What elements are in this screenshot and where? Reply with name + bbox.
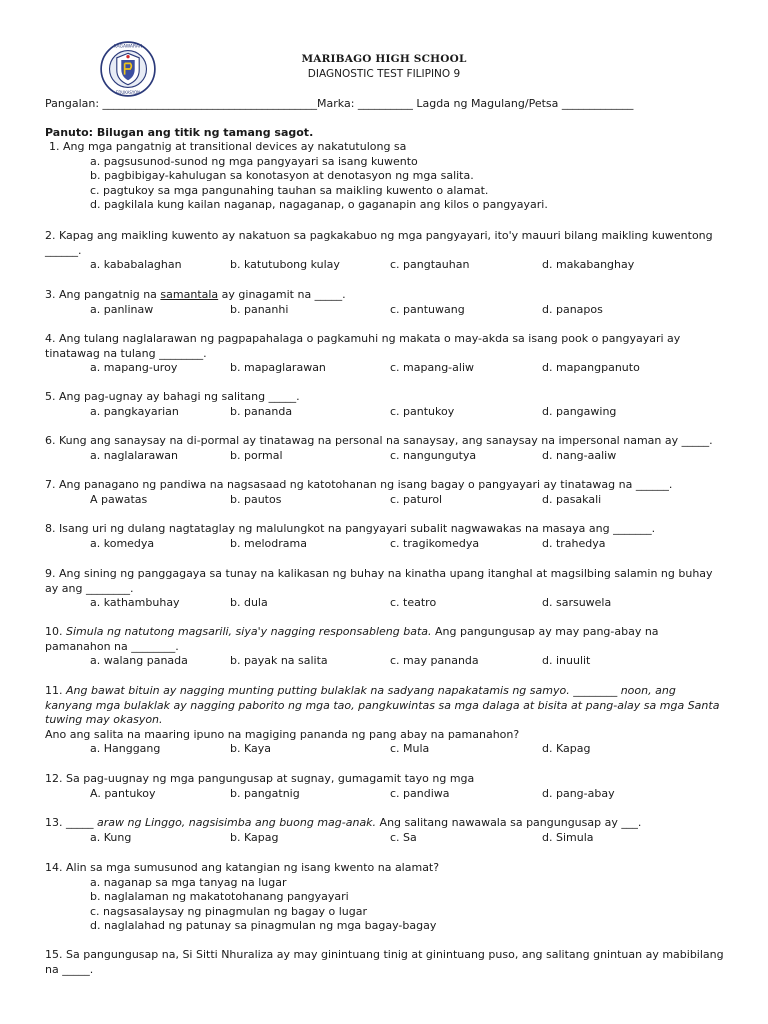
option-c[interactable]: c. pantukoy	[390, 404, 455, 418]
question-13	[45, 816, 725, 845]
option-d[interactable]: d. makabanghay	[542, 258, 635, 271]
option-c[interactable]: c. paturol	[390, 492, 443, 506]
option-b[interactable]: b. dula	[230, 596, 268, 609]
option-a[interactable]: a. mapang-uroy	[90, 361, 178, 374]
question-stem: 3. Ang pangatnig na samantala ay ginagamit na _____.	[45, 288, 346, 301]
question-12	[45, 772, 725, 801]
option-c[interactable]: c. may pananda	[390, 654, 479, 667]
question-6	[45, 434, 725, 463]
question-stem: 14. Alin sa mga sumusunod ang katangian ng isang kwento na alamat?	[45, 861, 440, 874]
option-d[interactable]: d. pang-abay	[542, 786, 615, 800]
option-b[interactable]: b. pagbibigay-kahulugan sa konotasyon at denotasyon ng mga salita.	[90, 169, 474, 182]
question-14	[45, 861, 725, 934]
question-11	[45, 684, 725, 757]
option-b[interactable]: b. Kapag	[230, 830, 279, 844]
question-stem: 4. Ang tulang naglalarawan ng pagpapahalaga o pagkamuhi ng makata o may-akda sa isang pook o pangyayari ay tinatawag na tulang ________.	[45, 332, 681, 360]
option-b[interactable]: b. mapaglarawan	[230, 361, 326, 374]
option-c[interactable]: c. pangtauhan	[390, 258, 470, 271]
option-b[interactable]: b. pangatnig	[230, 786, 300, 800]
question-stem: 2. Kapag ang maikling kuwento ay nakatuon sa pagkakabuo ng mga pangyayari, ito'y mauuri bilang maikling kuwentong ______.	[45, 229, 713, 257]
option-b[interactable]: b. Kaya	[230, 742, 271, 755]
option-c[interactable]: c. nagsasalaysay ng pinagmulan ng bagay o lugar	[90, 904, 368, 918]
option-d[interactable]: d. mapangpanuto	[542, 361, 640, 374]
option-c[interactable]: c. pandiwa	[390, 786, 450, 800]
question-stem: 10. Simula ng natutong magsarili, siya'y nagging responsableng bata. Ang pangungusap ay may pang-abay na pamanahon na ________.	[45, 625, 659, 653]
question-stem: 6. Kung ang sanaysay na di-pormal ay tinatawag na personal na sanaysay, ang sanaysay na impersonal naman ay _____.	[45, 434, 713, 447]
option-c[interactable]: c. Mula	[390, 742, 430, 755]
option-b[interactable]: b. pautos	[230, 492, 282, 506]
option-a[interactable]: a. Hanggang	[90, 742, 161, 755]
underlined-word: samantala	[160, 288, 219, 301]
option-b[interactable]: b. naglalaman ng makatotohanang pangyayari	[90, 890, 349, 903]
option-a[interactable]: a. walang panada	[90, 654, 188, 667]
option-b[interactable]: b. pananhi	[230, 302, 289, 316]
question-stem: 11. Ang bawat bituin ay nagging munting putting bulaklak na sadyang napakatamis ng samyo. ________ noon, ang kanyang mga bulaklak ay nagging paborito ng mga tao, pangkuwintas sa mga dalaga at bisita at pang-alay sa mga Santa tuwing may okasyon.	[45, 684, 720, 726]
test-title: DIAGNOSTIC TEST FILIPINO 9	[307, 68, 461, 80]
question-9	[45, 567, 725, 611]
question-stem: 8. Isang uri ng dulang nagtataglay ng malulungkot na pangyayari subalit nagwawakas na masaya ang _______.	[45, 522, 656, 535]
question-7	[45, 478, 725, 507]
option-d[interactable]: d. Kapag	[542, 742, 591, 755]
option-a[interactable]: a. komedya	[90, 536, 155, 550]
question-8	[45, 522, 725, 551]
student-info-line: Pangalan: _______________________________________Marka: __________ Lagda ng Magulang/Petsa _____________	[45, 97, 634, 110]
question-15	[45, 948, 725, 977]
option-a[interactable]: a. pagsusunod-sunod ng mga pangyayari sa isang kuwento	[90, 154, 418, 168]
option-d[interactable]: d. pagkilala kung kailan naganap, nagaganap, o gaganapin ang kilos o pangyayari.	[90, 198, 548, 211]
option-a[interactable]: A pawatas	[90, 492, 148, 506]
option-c[interactable]: c. teatro	[390, 596, 437, 609]
option-c[interactable]: c. pantuwang	[390, 302, 465, 316]
option-b[interactable]: b. katutubong kulay	[230, 258, 340, 271]
option-c[interactable]: c. Sa	[390, 830, 417, 844]
option-d[interactable]: d. inuulit	[542, 654, 591, 667]
option-b[interactable]: b. payak na salita	[230, 654, 328, 667]
option-d[interactable]: d. pangawing	[542, 404, 617, 418]
option-b[interactable]: b. melodrama	[230, 536, 307, 550]
question-3	[45, 288, 725, 317]
question-4	[45, 332, 725, 376]
option-d[interactable]: d. panapos	[542, 302, 603, 316]
option-a[interactable]: a. Kung	[90, 830, 132, 844]
question-10	[45, 625, 725, 669]
option-c[interactable]: c. nangungutya	[390, 448, 477, 462]
question-stem: 15. Sa pangungusap na, Si Sitti Nhuraliza ay may ginintuang tinig at ginintuang puso, ang salitang gnintuan ay mabibilang na _____.	[45, 948, 724, 976]
question-stem: 1. Ang mga pangatnig at transitional devices ay nakatutulong sa	[49, 140, 407, 153]
option-a[interactable]: a. kathambuhay	[90, 596, 180, 609]
svg-text:EDUKASYON: EDUKASYON	[115, 90, 141, 96]
question-5	[45, 390, 725, 419]
option-d[interactable]: d. pasakali	[542, 492, 602, 506]
question-2	[45, 229, 725, 273]
question-stem: 12. Sa pag-uugnay ng mga pangungusap at sugnay, gumagamit tayo ng mga	[45, 772, 475, 785]
option-a[interactable]: a. panlinaw	[90, 302, 154, 316]
option-b[interactable]: b. pananda	[230, 404, 293, 418]
option-a[interactable]: a. pangkayarian	[90, 404, 179, 418]
option-a[interactable]: a. kababalaghan	[90, 258, 182, 271]
svg-text:KAGAWARAN: KAGAWARAN	[113, 44, 143, 50]
option-a[interactable]: A. pantukoy	[90, 786, 156, 800]
option-c[interactable]: c. tragikomedya	[390, 536, 480, 550]
question-stem: 7. Ang panagano ng pandiwa na nagsasaad ng katotohanan ng isang bagay o pangyayari ay tinatawag na ______.	[45, 478, 673, 491]
question-prompt: Ano ang salita na maaring ipuno na magiging pananda ng pang abay na pamanahon?	[45, 727, 520, 741]
option-b[interactable]: b. pormal	[230, 448, 283, 462]
question-stem: 5. Ang pag-ugnay ay bahagi ng salitang _____.	[45, 390, 300, 403]
question-stem: 13. _____ araw ng Linggo, nagsisimba ang buong mag-anak. Ang salitang nawawala sa pangungusap ay ___.	[45, 816, 642, 829]
directions: Panuto: Bilugan ang titik ng tamang sagot.	[45, 126, 314, 139]
school-name: MARIBAGO HIGH SCHOOL	[301, 53, 467, 65]
option-d[interactable]: d. trahedya	[542, 536, 606, 550]
option-d[interactable]: d. Simula	[542, 830, 594, 844]
option-d[interactable]: d. naglalahad ng patunay sa pinagmulan ng mga bagay-bagay	[90, 919, 437, 932]
option-d[interactable]: d. nang-aaliw	[542, 448, 617, 462]
option-a[interactable]: a. naganap sa mga tanyag na lugar	[90, 875, 287, 889]
option-c[interactable]: c. pagtukoy sa mga pangunahing tauhan sa maikling kuwento o alamat.	[90, 183, 489, 197]
question-1	[45, 140, 725, 213]
option-a[interactable]: a. naglalarawan	[90, 448, 178, 462]
option-c[interactable]: c. mapang-aliw	[390, 361, 474, 374]
question-stem: 9. Ang sining ng panggagaya sa tunay na kalikasan ng buhay na kinatha upang itanghal at magsilbing salamin ng buhay ay ang ________.	[45, 567, 713, 595]
option-d[interactable]: d. sarsuwela	[542, 596, 612, 609]
